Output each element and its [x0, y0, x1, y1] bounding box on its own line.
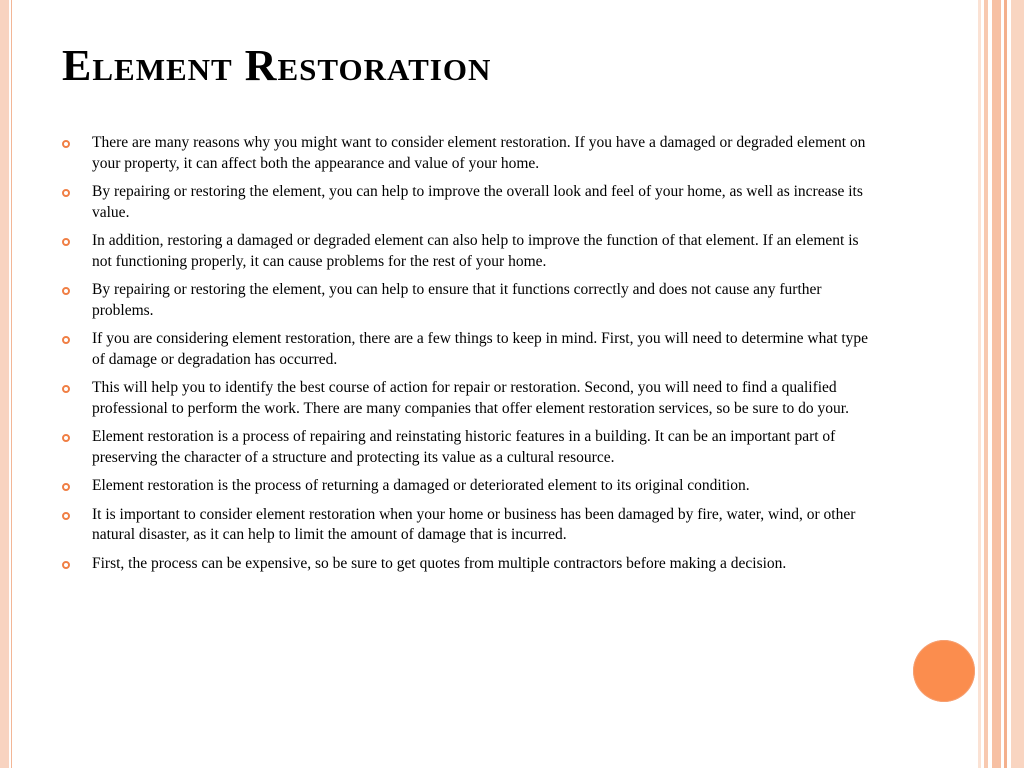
bullet-text: By repairing or restoring the element, you can help to improve the overall look and feel of your home, as well as increase its value. — [92, 183, 863, 221]
slide-title: Element Restoration — [62, 41, 492, 90]
bullet-text: By repairing or restoring the element, you can help to ensure that it functions correctly and does not cause any further problems. — [92, 281, 822, 319]
right-stripe-decoration — [978, 0, 1024, 768]
bullet-item — [62, 378, 882, 419]
bullet-item — [62, 505, 882, 546]
bullet-text: First, the process can be expensive, so be sure to get quotes from multiple contractors before making a decision. — [92, 554, 787, 572]
bullet-text: This will help you to identify the best course of action for repair or restoration. Second, you will need to find a qualified professional to perform the work. There are many companies that offer element restoration services, so be sure to do your. — [92, 379, 849, 417]
orange-orb-decoration — [913, 640, 975, 702]
stripe — [984, 0, 988, 768]
bullet-item — [62, 554, 882, 575]
circle-bullet-icon — [62, 385, 70, 393]
circle-bullet-icon — [62, 561, 70, 569]
bullet-text: It is important to consider element restoration when your home or business has been damaged by fire, water, wind, or other natural disaster, as it can help to limit the amount of damage that is incurred. — [92, 505, 856, 543]
circle-bullet-icon — [62, 512, 70, 520]
left-border-line — [11, 0, 12, 768]
circle-bullet-icon — [62, 434, 70, 442]
bullet-item — [62, 329, 882, 370]
circle-bullet-icon — [62, 189, 70, 197]
bullet-item — [62, 231, 882, 272]
bullet-text: There are many reasons why you might want to consider element restoration. If you have a damaged or degraded element on your property, it can affect both the appearance and value of your home. — [92, 134, 866, 172]
bullet-item — [62, 182, 882, 223]
stripe — [1011, 0, 1024, 768]
stripe — [978, 0, 981, 768]
circle-bullet-icon — [62, 483, 70, 491]
circle-bullet-icon — [62, 336, 70, 344]
circle-bullet-icon — [62, 238, 70, 246]
stripe — [992, 0, 1001, 768]
bullet-text: In addition, restoring a damaged or degraded element can also help to improve the function of that element. If an element is not functioning properly, it can cause problems for the rest of your home. — [92, 232, 859, 270]
bullet-item — [62, 280, 882, 321]
circle-bullet-icon — [62, 140, 70, 148]
bullet-item — [62, 476, 882, 497]
circle-bullet-icon — [62, 287, 70, 295]
bullet-list — [62, 133, 882, 582]
stripe — [1004, 0, 1007, 768]
left-border-decoration — [0, 0, 9, 768]
bullet-item — [62, 133, 882, 174]
bullet-text: If you are considering element restoration, there are a few things to keep in mind. First, you will need to determine what type of damage or degradation has occurred. — [92, 330, 869, 368]
bullet-item — [62, 427, 882, 468]
bullet-text: Element restoration is a process of repairing and reinstating historic features in a building. It can be an important part of preserving the character of a structure and protecting its value as a cultural resource. — [92, 428, 836, 466]
bullet-text: Element restoration is the process of returning a damaged or deteriorated element to its original condition. — [92, 477, 750, 494]
